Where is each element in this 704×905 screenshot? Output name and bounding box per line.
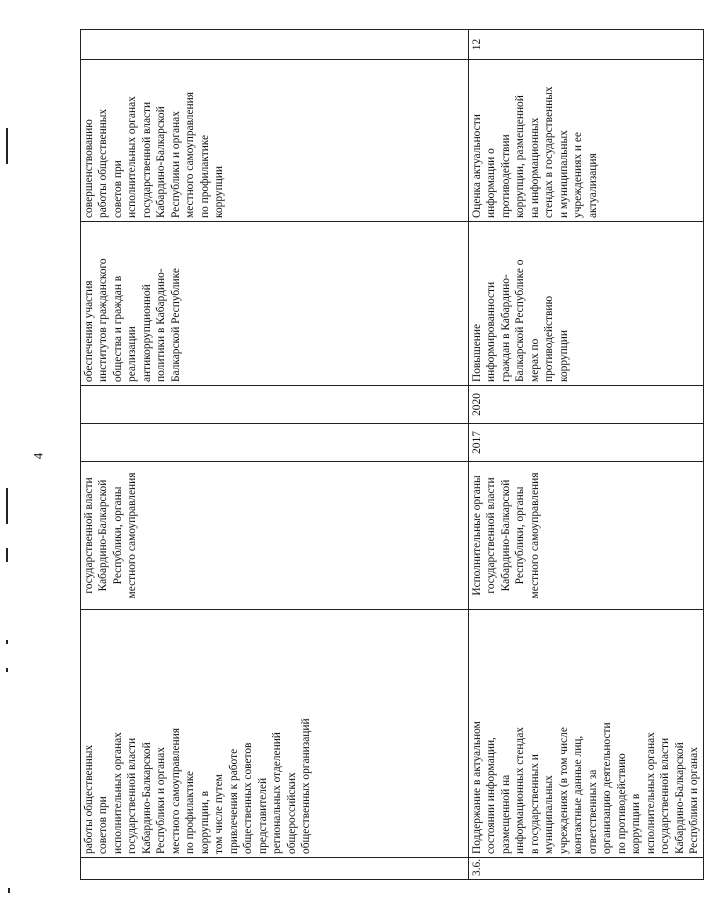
cell-text-line: Поддержание в актуальном (471, 721, 483, 854)
table-row (81, 30, 469, 880)
cell-text-line: информационных стендах (514, 727, 527, 854)
cell-text-line: государственной власти (126, 737, 139, 854)
cell-text-line: Республики, органы (111, 486, 124, 585)
cell-text-line: по профилактике (184, 770, 197, 854)
cell-text-line: работы общественных (97, 108, 110, 218)
cell-text-line: общероссийских (285, 772, 298, 854)
cell-text-line: Кабардино-Балкарской (97, 479, 110, 592)
cell-text-line: по профилактике (198, 134, 211, 218)
cell-text-line: государственной власти (485, 477, 498, 594)
cell-text-line: совершенствованию (83, 119, 95, 218)
cell-text-line: антикоррупционной (140, 284, 153, 382)
cell-text-line: представителей (256, 777, 269, 854)
cell-text-line: советов при (111, 160, 124, 218)
cell-text-line: ответственных за (586, 769, 599, 854)
cell-text-line: Оценка актуальности (471, 114, 483, 218)
cell-text-line: общественных организаций (300, 718, 313, 854)
cell-text-line: региональных отделений (271, 732, 284, 854)
page-number: 4 (30, 452, 46, 460)
cell-text-line: государственной власти (83, 477, 95, 594)
result-cell (81, 60, 469, 222)
cell-text-line: исполнительных органах (111, 732, 124, 854)
cell-text-line: коррупции, размещенной (514, 95, 527, 218)
cell-text-line: мерах по (528, 338, 541, 382)
cell-text-line: состоянии информации, (485, 737, 498, 854)
cell-text-line: Кабардино-Балкарской (155, 106, 168, 218)
cell-text-line: местного самоуправления (126, 472, 139, 599)
cell-text-line: советов при (97, 796, 110, 854)
cell-text-line: Республики и органах (169, 111, 182, 218)
note-cell: 12 (469, 30, 704, 60)
cell-text-line: стендах в государственных (543, 86, 556, 218)
year-start-cell (81, 424, 469, 462)
cell-text-line: Повышение (471, 323, 483, 382)
measure-cell (469, 610, 704, 858)
cell-text-line: Балкарской Республике (169, 268, 182, 382)
cell-text-line: учреждениях (в том числе (557, 727, 570, 854)
cell-text-line: на информационных (528, 117, 541, 218)
cell-text-line: коррупции в (630, 793, 643, 854)
cell-text-line: коррупции, в (198, 790, 211, 854)
cell-text-line: муниципальных (543, 775, 556, 854)
cell-text-line: местного самоуправления (169, 728, 182, 854)
cell-text-line: противодействию (543, 295, 556, 382)
cell-text-line: граждан в Кабардино- (499, 274, 512, 382)
cell-text-line: общества и граждан в (111, 275, 124, 382)
row-number-cell (81, 858, 469, 880)
cell-text-line: противодействии (499, 134, 512, 218)
measures-table (80, 29, 704, 880)
cell-text-line: местного самоуправления (184, 92, 197, 218)
row-number-cell: 3.6. (469, 858, 704, 880)
measure-cell (81, 610, 469, 858)
cell-text-line: Кабардино-Балкарской (499, 479, 512, 592)
cell-text-line: исполнительных органах (126, 96, 139, 218)
cell-text-line: политики в Кабардино- (155, 268, 168, 382)
executor-cell (81, 462, 469, 610)
executor-cell (469, 462, 704, 610)
cell-text-line: государственной власти (140, 101, 153, 218)
cell-text-line: Кабардино-Балкарской (673, 742, 686, 854)
cell-text-line: контактные данные лиц, (572, 735, 585, 854)
year-end-cell (81, 386, 469, 424)
cell-text-line: Балкарской Республике о (514, 259, 527, 382)
cell-text-line: Республики и органах (688, 747, 701, 854)
cell-text-line: работы общественных (83, 744, 95, 854)
cell-text-line: размещенной на (499, 774, 512, 854)
cell-text-line: в государственных и (528, 754, 541, 854)
cell-text-line: Кабардино-Балкарской (140, 742, 153, 854)
cell-text-line: местного самоуправления (528, 472, 541, 599)
goal-cell (81, 222, 469, 386)
cell-text-line: учреждениях и ее (572, 132, 585, 218)
cell-text-line: государственной власти (659, 737, 672, 854)
goal-cell (469, 222, 704, 386)
cell-text-line: Республики, органы (514, 486, 527, 585)
rotated-table-wrapper (80, 30, 701, 880)
cell-text-line: по противодействию (615, 753, 628, 854)
cell-text-line: Исполнительные органы (471, 475, 483, 596)
cell-text-line: информации о (485, 148, 498, 218)
cell-text-line: привлечения к работе (227, 748, 240, 854)
note-cell (81, 30, 469, 60)
year-end-cell: 2020 (469, 386, 704, 424)
cell-text-line: актуализация (586, 153, 599, 218)
cell-text-line: общественных советов (242, 742, 255, 854)
table-row (469, 30, 704, 880)
year-start-cell: 2017 (469, 424, 704, 462)
cell-text-line: Республики и органах (155, 747, 168, 854)
cell-text-line: институтов гражданского (97, 258, 110, 382)
result-cell (469, 60, 704, 222)
cell-text-line: том числе путем (213, 774, 226, 854)
cell-text-line: и муниципальных (557, 130, 570, 218)
cell-text-line: организацию деятельности (601, 722, 614, 854)
cell-text-line: реализации (126, 326, 139, 382)
cell-text-line: коррупции (557, 330, 570, 382)
cell-text-line: коррупции (213, 166, 226, 218)
cell-text-line: обеспечения участия (83, 280, 95, 382)
cell-text-line: информированности (485, 281, 498, 382)
cell-text-line: исполнительных органах (644, 732, 657, 854)
